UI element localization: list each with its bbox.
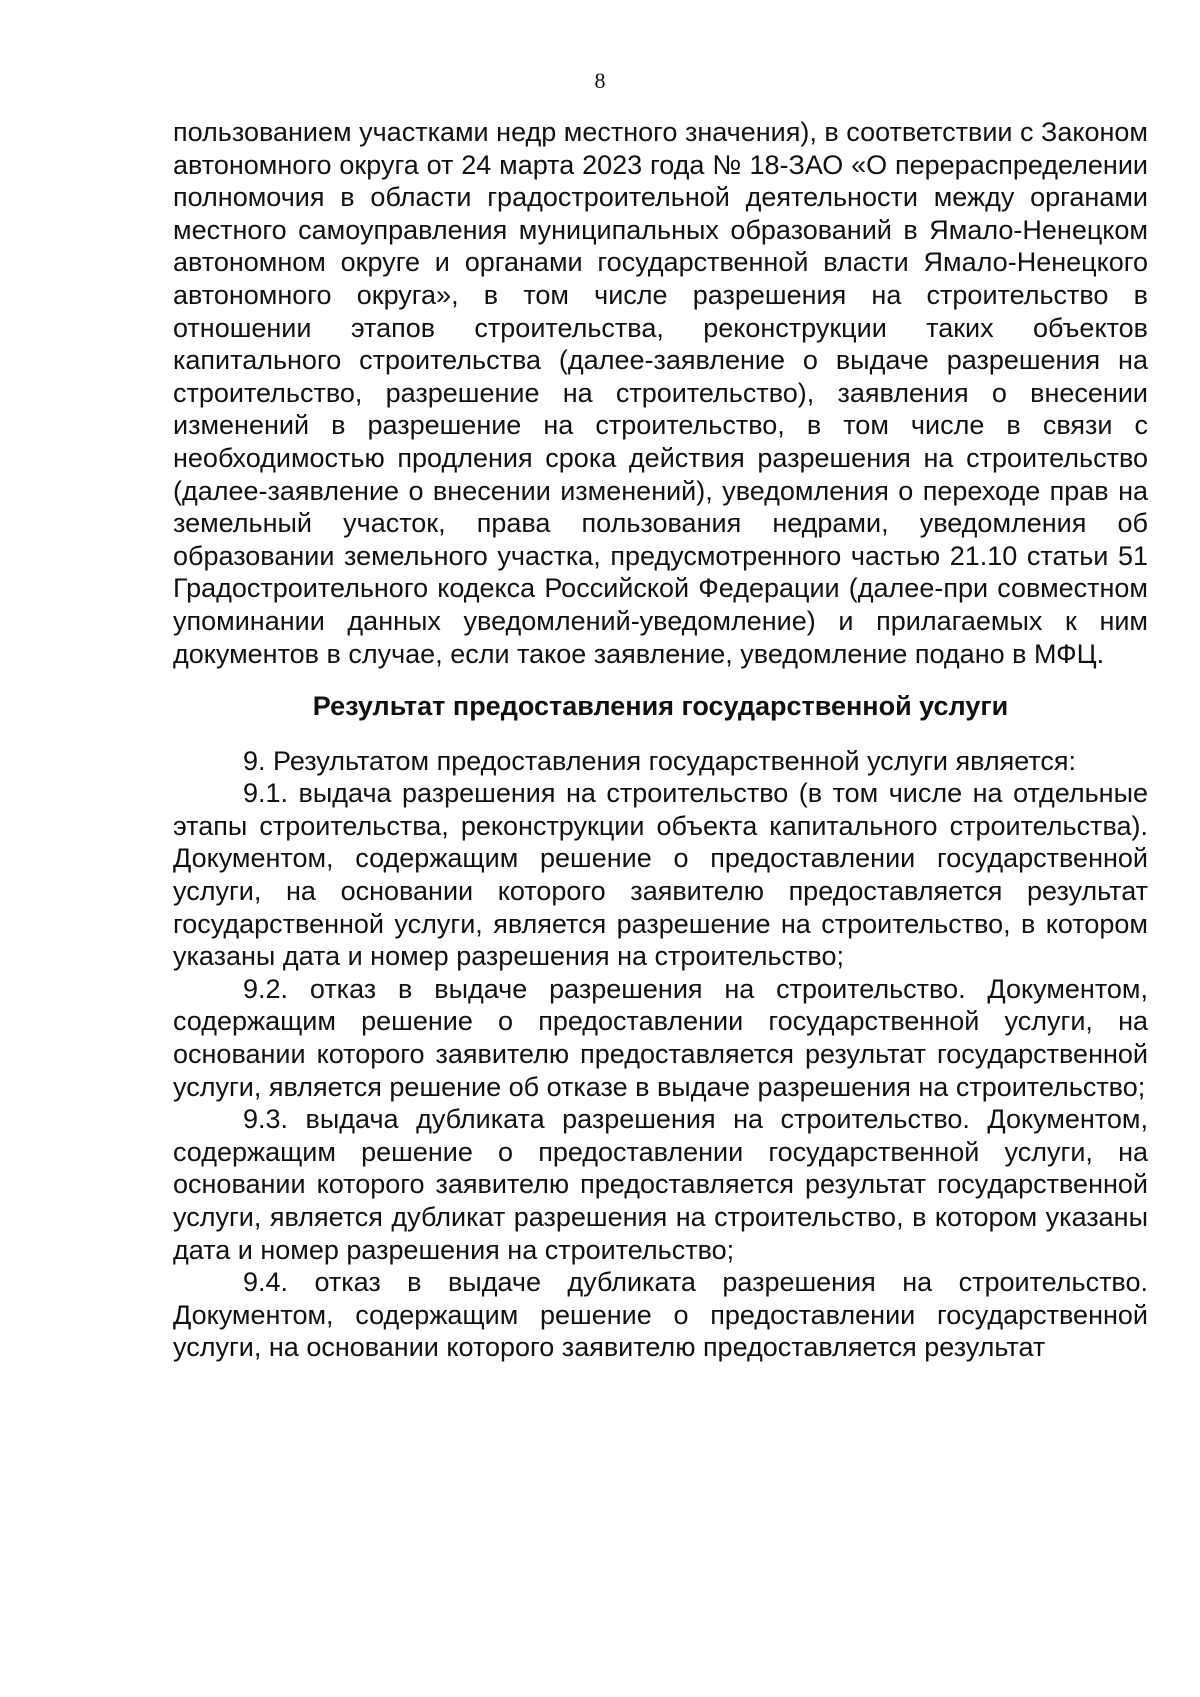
page-number: 8 [594,68,606,93]
document-body [173,116,1148,1364]
paragraph-9: 9. Результатом предоставления государственной услуги является: [243,745,1077,776]
section-heading: Результат предоставления государственной услуги [312,691,1009,722]
paragraph-9-4: 9.4. отказ в выдаче дубликата разрешения на строительство. Документом, содержащим решение о предоставлении государственной услуги, на основании которого заявителю предоставляется результат [173,1267,1148,1363]
paragraph-9-3: 9.3. выдача дубликата разрешения на строительство. Документом, содержащим решение о предоставлении государственной услуги, на основании которого заявителю предоставляется результат государственной услуги, является дубликат разрешения на строительство, в котором указаны дата и номер разрешения на строительство; [173,1104,1148,1265]
paragraph-continuation: пользованием участками недр местного значения), в соответствии с Законом автономного округа от 24 марта 2023 года № 18-ЗАО «О перераспределении полномочия в области градостроительной деятельности между органами местного самоуправления муниципальных образований в Ямало-Ненецком автономном округе и органами государственной власти Ямало-Ненецкого автономного округа», в том числе разрешения на строительство в отношении этапов строительства, реконструкции таких объектов капитального строительства (далее-заявление о выдаче разрешения на строительство, разрешение на строительство), заявления о внесении изменений в разрешение на строительство, в том числе в связи с необходимостью продления срока действия разрешения на строительство (далее-заявление о внесении изменений), уведомления о переходе прав на земельный участок, права пользования недрами, уведомления об образовании земельного участка, предусмотренного частью 21.10 статьи 51 Градостроительного кодекса Российской Федерации (далее-при совместном упоминании данных уведомлений-уведомление) и прилагаемых к ним документов в случае, если такое заявление, уведомление подано в МФЦ. [173,117,1148,669]
paragraph-9-2: 9.2. отказ в выдаче разрешения на строительство. Документом, содержащим решение о предоставлении государственной услуги, на основании которого заявителю предоставляется результат государственной услуги, является решение об отказе в выдаче разрешения на строительство; [173,973,1148,1102]
paragraph-9-1: 9.1. выдача разрешения на строительство (в том числе на отдельные этапы строительства, реконструкции объекта капитального строительства). Документом, содержащим решение о предоставлении государственной услуги, на основании которого заявителю предоставляется результат государственной услуги, является разрешение на строительство, в котором указаны дата и номер разрешения на строительство; [173,778,1148,972]
